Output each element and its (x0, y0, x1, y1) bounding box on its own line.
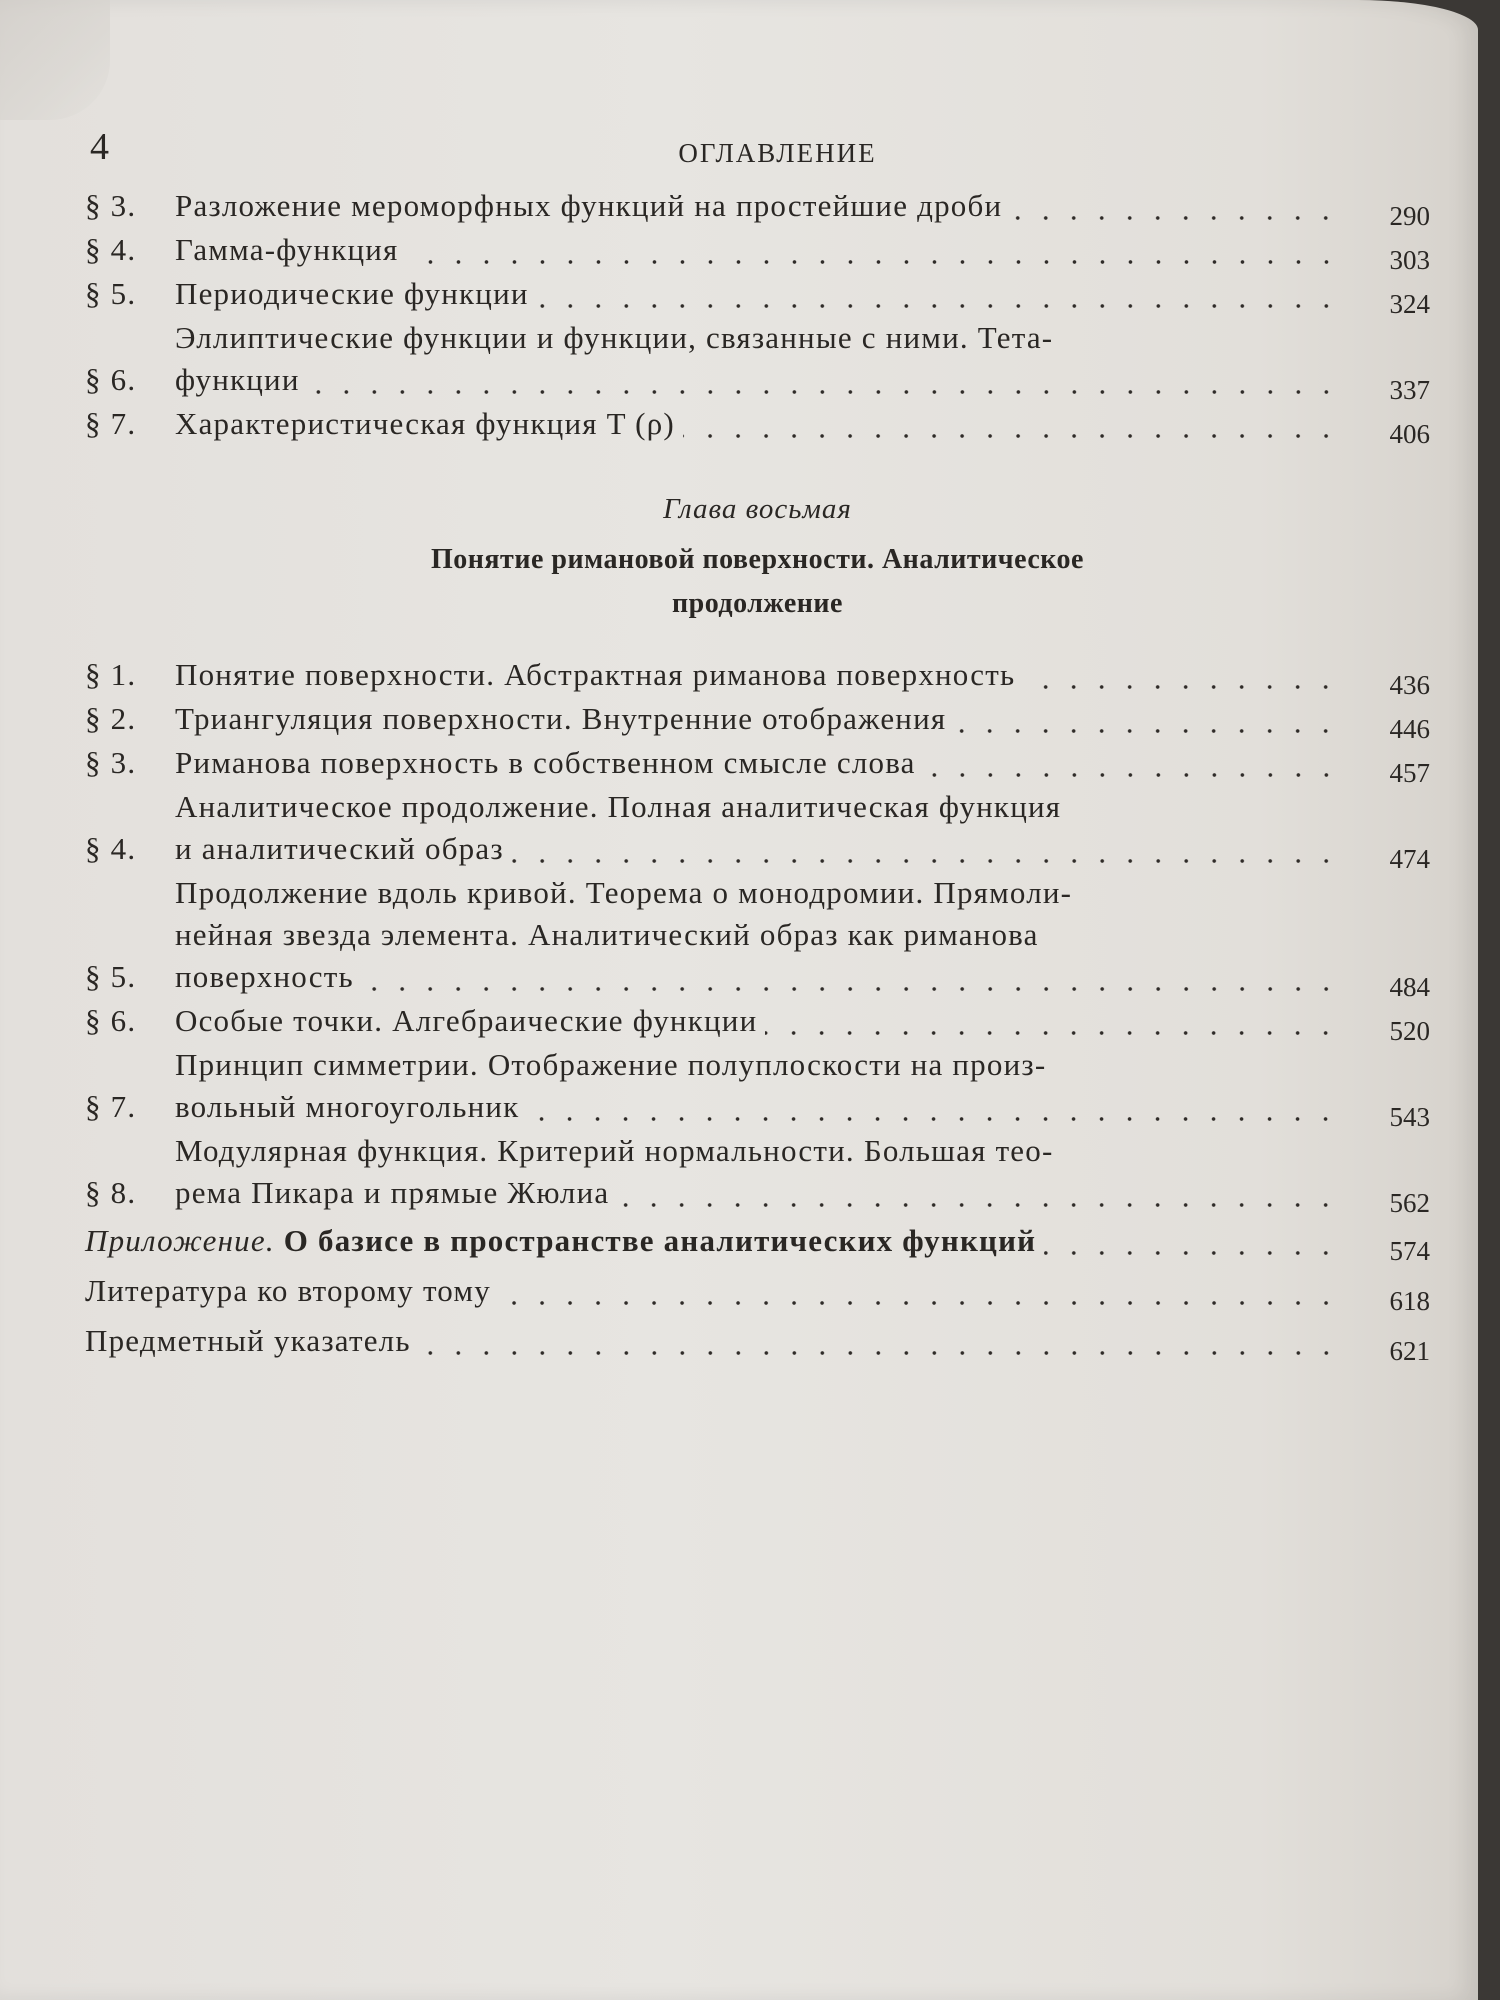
toc-entry-last-line (175, 828, 1344, 870)
toc-entry-last-line (175, 403, 1344, 445)
section-title-line: Аналитическое продолжение. Полная аналитическая функция (175, 789, 1062, 824)
toc-entry-body (85, 1270, 1344, 1312)
toc-entry-body (175, 317, 1344, 401)
toc-entry-last-line (175, 956, 1344, 998)
section-number: § 5. (85, 276, 137, 311)
page-ref: 457 (1389, 758, 1430, 788)
toc-entry[interactable] (85, 872, 1430, 1002)
section-title-line: Принцип симметрии. Отображение полуплоскости на произ- (175, 1047, 1047, 1082)
toc-entry[interactable] (85, 229, 1430, 275)
chapter-title-line-1: Понятие римановой поверхности. Аналитическое (431, 544, 1084, 575)
section-title: и аналитический образ (175, 831, 504, 866)
section-title: Понятие поверхности. Абстрактная риманова поверхность (175, 657, 1016, 692)
section-title: Риманова поверхность в собственном смысле слова (175, 745, 916, 780)
toc-entry-body (175, 403, 1344, 445)
section-number: § 2. (85, 701, 137, 736)
toc-entry-body (175, 654, 1344, 696)
section-title: Особые точки. Алгебраические функции (175, 1003, 758, 1038)
toc-entry[interactable] (85, 317, 1430, 405)
dot-leader (765, 1030, 1340, 1036)
page-ref: 621 (1389, 1336, 1430, 1366)
chapter-title (85, 538, 1430, 626)
references-text: Литература ко второму тому (85, 1273, 491, 1308)
section-number: § 4. (85, 831, 137, 866)
page-ref: 436 (1389, 670, 1430, 700)
toc-entry-last-line (175, 185, 1344, 227)
page-ref: 474 (1389, 844, 1430, 874)
dot-leader (308, 389, 1340, 395)
toc-entry[interactable] (85, 1000, 1430, 1046)
page-ref: 290 (1389, 201, 1430, 231)
dot-leader (527, 1116, 1340, 1122)
toc-entry-body (175, 786, 1344, 870)
page-ref: 562 (1389, 1188, 1430, 1218)
page-ref: 618 (1389, 1286, 1430, 1316)
page-ref: 324 (1389, 289, 1430, 319)
toc-entry[interactable] (85, 1130, 1430, 1218)
toc-entry-body (175, 1000, 1344, 1042)
toc-entry-body (175, 229, 1344, 271)
dot-leader (499, 1300, 1340, 1306)
toc-entry-body (175, 185, 1344, 227)
section-title-line: Продолжение вдоль кривой. Теорема о монодромии. Прямоли- (175, 875, 1073, 910)
section-number: § 1. (85, 657, 137, 692)
toc-entry-last-line (85, 1270, 1344, 1312)
toc-entry[interactable] (85, 654, 1430, 700)
section-number: § 3. (85, 745, 137, 780)
previous-chapter-entries (85, 185, 1430, 449)
section-title: функции (175, 362, 300, 397)
toc-entry-body (175, 698, 1344, 740)
dot-leader (537, 303, 1340, 309)
appendix-title: О базисе в пространстве аналитических функций (283, 1223, 1037, 1258)
dot-leader (617, 1202, 1340, 1208)
section-title-line: Эллиптические функции и функции, связанные с ними. Тета- (175, 320, 1054, 355)
section-number: § 3. (85, 188, 137, 223)
toc-entry-last-line (175, 1086, 1344, 1128)
section-number: § 6. (85, 362, 137, 397)
section-number: § 4. (85, 232, 137, 267)
toc-entry-last-line (175, 229, 1344, 271)
appendix-text (85, 1220, 1036, 1262)
dot-leader (954, 728, 1340, 734)
chapter-title-line-2: продолжение (672, 588, 843, 619)
toc-entry[interactable] (85, 698, 1430, 744)
page-ref: 406 (1389, 419, 1430, 449)
section-title-line: Модулярная функция. Критерий нормальности. Большая тео- (175, 1133, 1054, 1168)
running-title: ОГЛАВЛЕНИЕ (678, 138, 877, 168)
section-title: вольный многоугольник (175, 1089, 520, 1124)
page-ref: 337 (1389, 375, 1430, 405)
toc-entry[interactable] (85, 185, 1430, 231)
page-ref: 543 (1389, 1102, 1430, 1132)
toc-entry-last-line (175, 698, 1344, 740)
toc-entry-references[interactable] (85, 1270, 1430, 1316)
page-ref: 484 (1389, 972, 1430, 1002)
section-title: Триангуляция поверхности. Внутренние отображения (175, 701, 947, 736)
section-title: Гамма-функция (175, 232, 399, 267)
toc-entry-last-line (85, 1220, 1344, 1262)
table-of-contents (85, 125, 1430, 1366)
toc-entry-last-line (175, 273, 1344, 315)
toc-entry[interactable] (85, 273, 1430, 319)
page-ref: 303 (1389, 245, 1430, 275)
section-number: § 5. (85, 959, 137, 994)
toc-entry-body (175, 1044, 1344, 1128)
toc-entry-body (175, 273, 1344, 315)
toc-entry-body (175, 872, 1344, 998)
dot-leader (362, 986, 1340, 992)
page-number: 4 (90, 126, 109, 168)
toc-entry-last-line (175, 1000, 1344, 1042)
appendix-label: Приложение. (85, 1223, 275, 1258)
section-title-line: нейная звезда элемента. Аналитический образ как риманова (175, 917, 1039, 952)
section-title: Характеристическая функция T (ρ) (175, 406, 675, 441)
dot-leader (683, 433, 1340, 439)
dot-leader (1023, 684, 1340, 690)
dot-leader (924, 772, 1340, 778)
toc-entry[interactable] (85, 403, 1430, 449)
chapter-label: Глава восьмая (663, 493, 852, 525)
dot-leader (512, 858, 1340, 864)
section-number: § 7. (85, 1089, 137, 1124)
index-text: Предметный указатель (85, 1323, 411, 1358)
toc-entry[interactable] (85, 742, 1430, 788)
section-title: Разложение мероморфных функций на простейшие дроби (175, 188, 1003, 223)
section-title: рема Пикара и прямые Жюлиа (175, 1175, 610, 1210)
section-number: § 7. (85, 406, 137, 441)
section-title: поверхность (175, 959, 354, 994)
toc-entry-body (85, 1220, 1344, 1262)
toc-entry[interactable] (85, 1044, 1430, 1132)
page-ref: 446 (1389, 714, 1430, 744)
chapter-entries (85, 654, 1430, 1218)
toc-entry-last-line (175, 1172, 1344, 1214)
toc-entry[interactable] (85, 786, 1430, 874)
section-number: § 8. (85, 1175, 137, 1210)
dot-leader (1010, 215, 1340, 221)
dot-leader (419, 1350, 1340, 1356)
toc-entry-body (175, 1130, 1344, 1214)
toc-entry-last-line (85, 1320, 1344, 1362)
toc-entry-appendix[interactable] (85, 1220, 1430, 1266)
dot-leader (407, 259, 1340, 265)
toc-entry-last-line (175, 359, 1344, 401)
toc-entry-body (175, 742, 1344, 784)
dot-leader (1044, 1250, 1340, 1256)
page-ref: 520 (1389, 1016, 1430, 1046)
page-header (85, 125, 1430, 185)
section-number: § 6. (85, 1003, 137, 1038)
toc-entry-body (85, 1320, 1344, 1362)
toc-entry-index[interactable] (85, 1320, 1430, 1366)
section-title: Периодические функции (175, 276, 529, 311)
toc-entry-last-line (175, 742, 1344, 784)
page-ref: 574 (1389, 1236, 1430, 1266)
toc-entry-last-line (175, 654, 1344, 696)
